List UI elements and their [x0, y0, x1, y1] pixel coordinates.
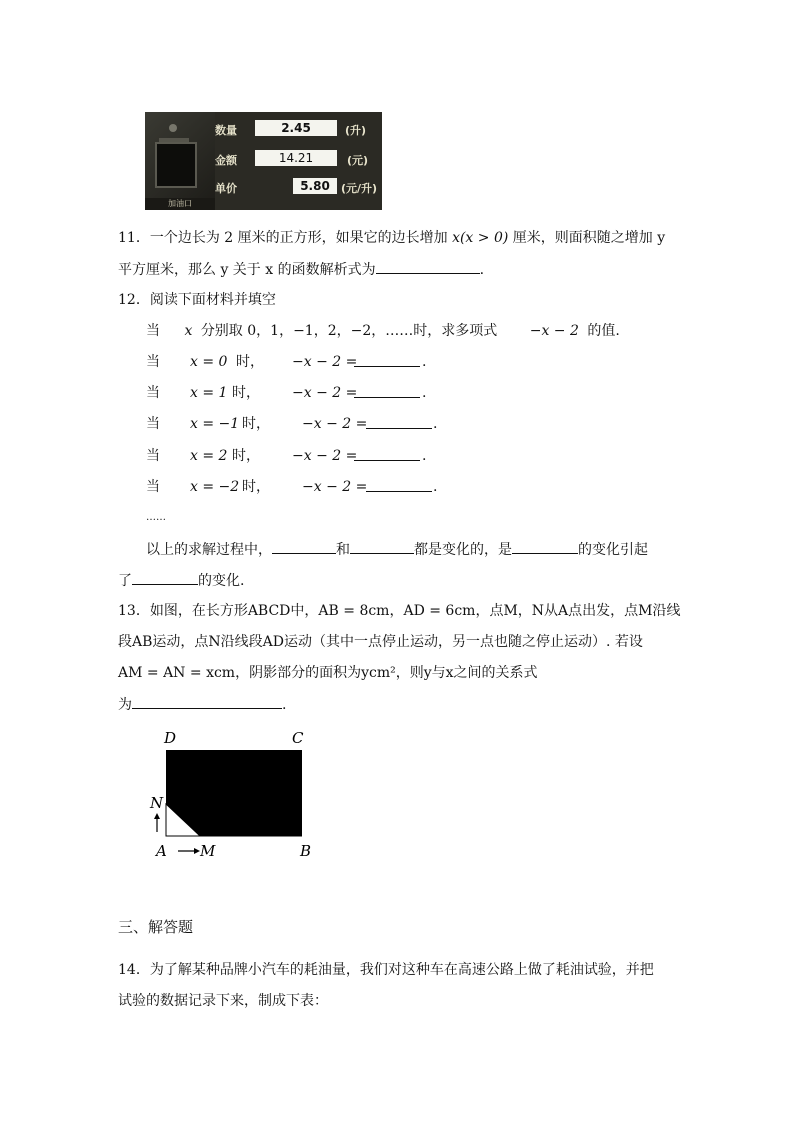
- pump-unit-amount: (元): [347, 154, 369, 167]
- q12-summary-b: 和: [336, 542, 350, 558]
- q12-row-blank[interactable]: [354, 446, 420, 461]
- q12-row-when: 当: [146, 448, 160, 464]
- pump-nozzle-slot: [155, 142, 197, 188]
- q12-row-shi: 时，: [232, 448, 260, 464]
- q11-text-b: 厘米，则面积随之增加 y: [508, 230, 666, 246]
- q11-answer-blank[interactable]: [376, 259, 480, 274]
- section-3-heading: 三、解答题: [118, 918, 194, 936]
- q12-row-end: .: [433, 479, 438, 495]
- q12-row-expr: −x − 2 =: [292, 448, 358, 464]
- q11-period: .: [479, 262, 485, 278]
- q13-period: .: [282, 697, 287, 713]
- q12-row-cond: x = 1: [190, 385, 228, 401]
- q12-row-end: .: [433, 416, 438, 432]
- pump-unit-qty: (升): [345, 124, 367, 137]
- q12-row-when: 当: [146, 354, 160, 370]
- q12-row-cond: x = −1: [190, 416, 240, 432]
- q12-row-shi: 时，: [242, 479, 270, 495]
- q12-row-expr: −x − 2 =: [302, 416, 368, 432]
- q13-line4: [118, 694, 286, 715]
- q12-title: 12．阅读下面材料并填空: [118, 292, 276, 308]
- pump-label-price: 单价: [215, 182, 237, 195]
- q12-blank-3[interactable]: [512, 539, 578, 554]
- q12-row-expr: −x − 2 =: [292, 354, 358, 370]
- q12-summary-d: 的变化引起: [578, 542, 648, 558]
- q13-answer-blank[interactable]: [132, 694, 282, 709]
- fuel-pump-photo: [145, 112, 382, 210]
- q13-line3: AM = AN = xcm，阴影部分的面积为ycm²，则y与x之间的关系式: [118, 665, 538, 681]
- q12-intro-var: x: [184, 323, 193, 339]
- q12-blank-2[interactable]: [350, 539, 414, 554]
- q12-ellipsis: ……: [146, 512, 166, 523]
- label-n: N: [150, 794, 164, 812]
- q12-row-end: .: [422, 448, 427, 464]
- q13-rectangle-figure: [140, 724, 340, 864]
- q12-blank-1[interactable]: [272, 539, 336, 554]
- q12-row: [146, 352, 427, 372]
- pump-price-display: 5.80: [293, 178, 337, 194]
- q12-row-blank[interactable]: [366, 477, 432, 492]
- q12-row-when: 当: [146, 479, 160, 495]
- q12-row-blank[interactable]: [354, 383, 420, 398]
- label-d: D: [164, 729, 177, 747]
- q12-row: [146, 414, 438, 434]
- q12-row-cond: x = 0: [190, 354, 228, 370]
- q11-text-a: 11．一个边长为 2 厘米的正方形，如果它的边长增加: [118, 230, 453, 246]
- q12-intro-when: 当: [146, 323, 160, 339]
- q12-row-end: .: [422, 354, 427, 370]
- q12-summary-line2: [118, 570, 244, 591]
- q12-blank-4[interactable]: [132, 570, 198, 585]
- q11-text-line2: 平方厘米，那么 y 关于 x 的函数解析式为: [118, 262, 376, 278]
- q12-intro: [146, 321, 620, 341]
- q11-line1: [118, 228, 665, 248]
- q12-summary-line1: [146, 539, 648, 560]
- q12-intro-end: 的值.: [587, 323, 620, 339]
- q12-row: [146, 383, 427, 403]
- q12-row: [146, 477, 438, 497]
- q12-summary2-b: 的变化.: [198, 573, 245, 589]
- q12-row-when: 当: [146, 385, 160, 401]
- pump-qty-display: 2.45: [255, 120, 337, 136]
- arrow-up-icon: [154, 813, 160, 819]
- q12-row-when: 当: [146, 416, 160, 432]
- q12-row-shi: 时，: [232, 385, 260, 401]
- q13-line4-text: 为: [118, 697, 132, 713]
- q12-row-shi: 时，: [236, 354, 264, 370]
- q12-summary-a: 以上的求解过程中，: [146, 542, 272, 558]
- q14-line1: 14．为了解某种品牌小汽车的耗油量，我们对这种车在高速公路上做了耗油试验，并把: [118, 962, 654, 978]
- q12-row-cond: x = 2: [190, 448, 228, 464]
- q12-row-shi: 时，: [242, 416, 270, 432]
- q12-row-expr: −x − 2 =: [302, 479, 368, 495]
- pump-screw: [169, 124, 177, 132]
- q12-summary2-a: 了: [118, 573, 132, 589]
- pump-nozzle-label: 加油口: [145, 198, 215, 210]
- q11-math-condition: x(x > 0): [452, 230, 509, 246]
- q13-line1: 13．如图，在长方形ABCD中，AB = 8cm，AD = 6cm，点M，N从A点出发，点M沿线: [118, 603, 681, 619]
- q13-line2: 段AB运动，点N沿线段AD运动（其中一点停止运动，另一点也随之停止运动）. 若设: [118, 634, 643, 650]
- q14-line2: 试验的数据记录下来，制成下表：: [118, 993, 328, 1009]
- q12-intro-text: 分别取 0，1，−1，2，−2，……时，求多项式: [200, 323, 498, 339]
- q12-summary-c: 都是变化的，是: [414, 542, 512, 558]
- q12-intro-poly: −x − 2: [529, 323, 579, 339]
- q12-row-expr: −x − 2 =: [292, 385, 358, 401]
- q12-row-blank[interactable]: [354, 352, 420, 367]
- pump-label-qty: 数量: [215, 124, 237, 137]
- pump-label-amount: 金额: [215, 154, 237, 167]
- q12-row-end: .: [422, 385, 427, 401]
- q12-row: [146, 446, 427, 466]
- q11-line2: [118, 259, 484, 280]
- label-m: M: [200, 842, 216, 860]
- q12-row-blank[interactable]: [366, 414, 432, 429]
- q12-row-cond: x = −2: [190, 479, 240, 495]
- pump-unit-price: (元/升): [341, 182, 378, 195]
- label-c: C: [292, 729, 304, 747]
- pump-amount-display: 14.21: [255, 150, 337, 166]
- label-b: B: [300, 842, 312, 860]
- label-a: A: [156, 842, 167, 860]
